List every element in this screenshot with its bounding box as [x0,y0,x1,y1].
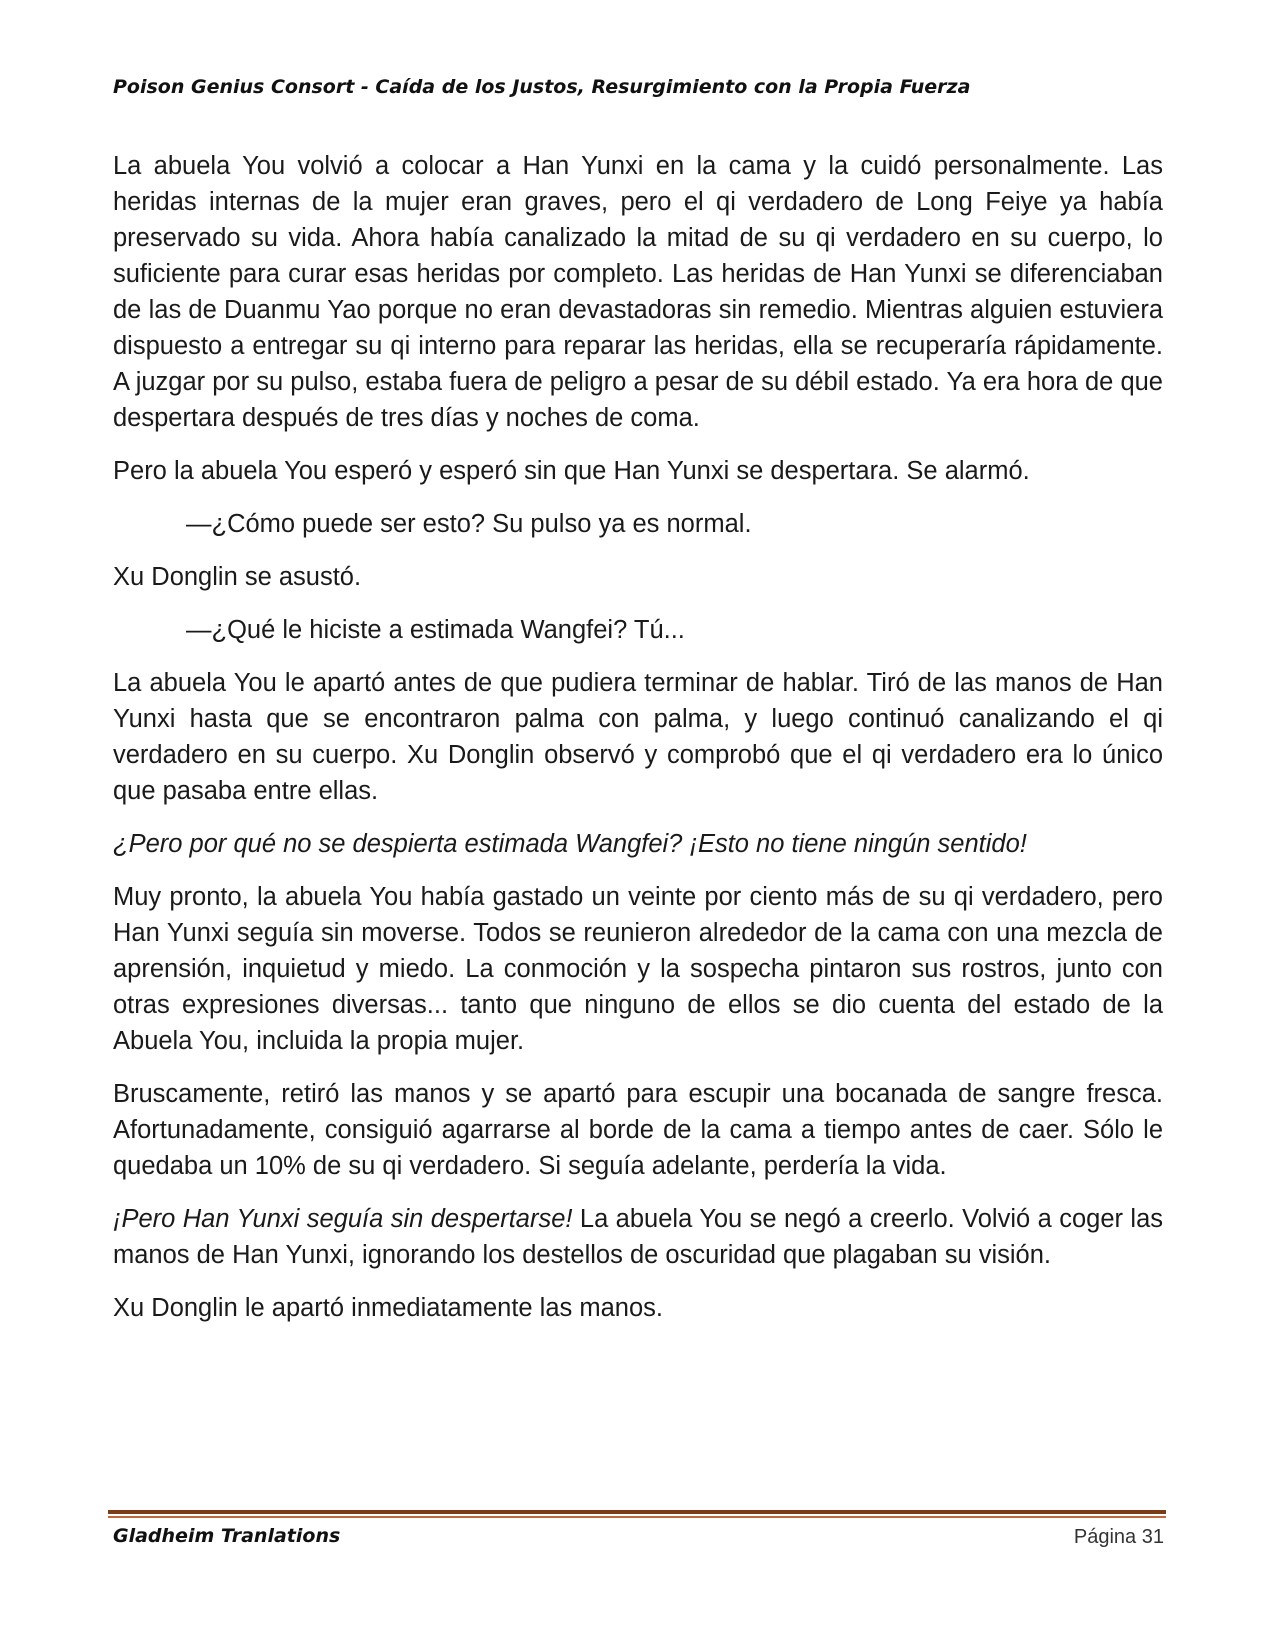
body-text [113,148,1163,1343]
paragraph-4: Xu Donglin se asustó. [113,563,362,591]
paragraph-10-italic: ¡Pero Han Yunxi seguía sin despertarse! [113,1205,573,1233]
paragraph-6: La abuela You le apartó antes de que pudiera terminar de hablar. Tiró de las manos de Han Yunxi hasta que se encontraron palma con palma, y luego continuó canalizando el qi verdadero en su cuerpo. Xu Donglin observó y comprobó que el qi verdadero era lo único que pasaba entre ellas. [113,669,1163,805]
paragraph-8: Muy pronto, la abuela You había gastado un veinte por ciento más de su qi verdadero, pero Han Yunxi seguía sin moverse. Todos se reunieron alrededor de la cama con una mezcla de aprensión, inquietud y miedo. La conmoción y la sospecha pintaron sus rostros, junto con otras expresiones diversas... tanto que ninguno de ellos se dio cuenta del estado de la Abuela You, incluida la propia mujer. [113,883,1163,1055]
page-number-value: 31 [1141,1526,1164,1548]
paragraph-10 [113,1201,1163,1273]
footer-rule-thick [108,1510,1166,1514]
dialogue-line-1: —¿Cómo puede ser esto? Su pulso ya es normal. [186,510,752,538]
footer-rule-thin [108,1516,1166,1518]
paragraph-10-rest: La abuela You se negó a creerlo. Volvió a coger las manos de Han Yunxi, ignorando los destellos de oscuridad que plagaban su visión. [113,1205,1163,1269]
paragraph-11: Xu Donglin le apartó inmediatamente las manos. [113,1294,663,1322]
thought-line: ¿Pero por qué no se despierta estimada Wangfei? ¡Esto no tiene ningún sentido! [113,830,1027,858]
footer-credit: Gladheim Tranlations [113,1525,341,1547]
running-header: Poison Genius Consort - Caída de los Justos, Resurgimiento con la Propia Fuerza [113,76,971,98]
page-number [1074,1526,1164,1549]
dialogue-line-2: —¿Qué le hiciste a estimada Wangfei? Tú... [186,616,685,644]
paragraph-1: La abuela You volvió a colocar a Han Yunxi en la cama y la cuidó personalmente. Las heridas internas de la mujer eran graves, pero el qi verdadero de Long Feiye ya había preservado su vida. Ahora había canalizado la mitad de su qi verdadero en su cuerpo, lo suficiente para curar esas heridas por completo. Las heridas de Han Yunxi se diferenciaban de las de Duanmu Yao porque no eran devastadoras sin remedio. Mientras alguien estuviera dispuesto a entregar su qi interno para reparar las heridas, ella se recuperaría rápidamente. A juzgar por su pulso, estaba fuera de peligro a pesar de su débil estado. Ya era hora de que despertara después de tres días y noches de coma. [113,152,1163,432]
paragraph-2: Pero la abuela You esperó y esperó sin que Han Yunxi se despertara. Se alarmó. [113,457,1030,485]
page-label: Página [1073,1526,1137,1548]
paragraph-9: Bruscamente, retiró las manos y se apartó para escupir una bocanada de sangre fresca. Afortunadamente, consiguió agarrarse al borde de la cama a tiempo antes de caer. Sólo le quedaba un 10% de su qi verdadero. Si seguía adelante, perdería la vida. [113,1080,1163,1180]
